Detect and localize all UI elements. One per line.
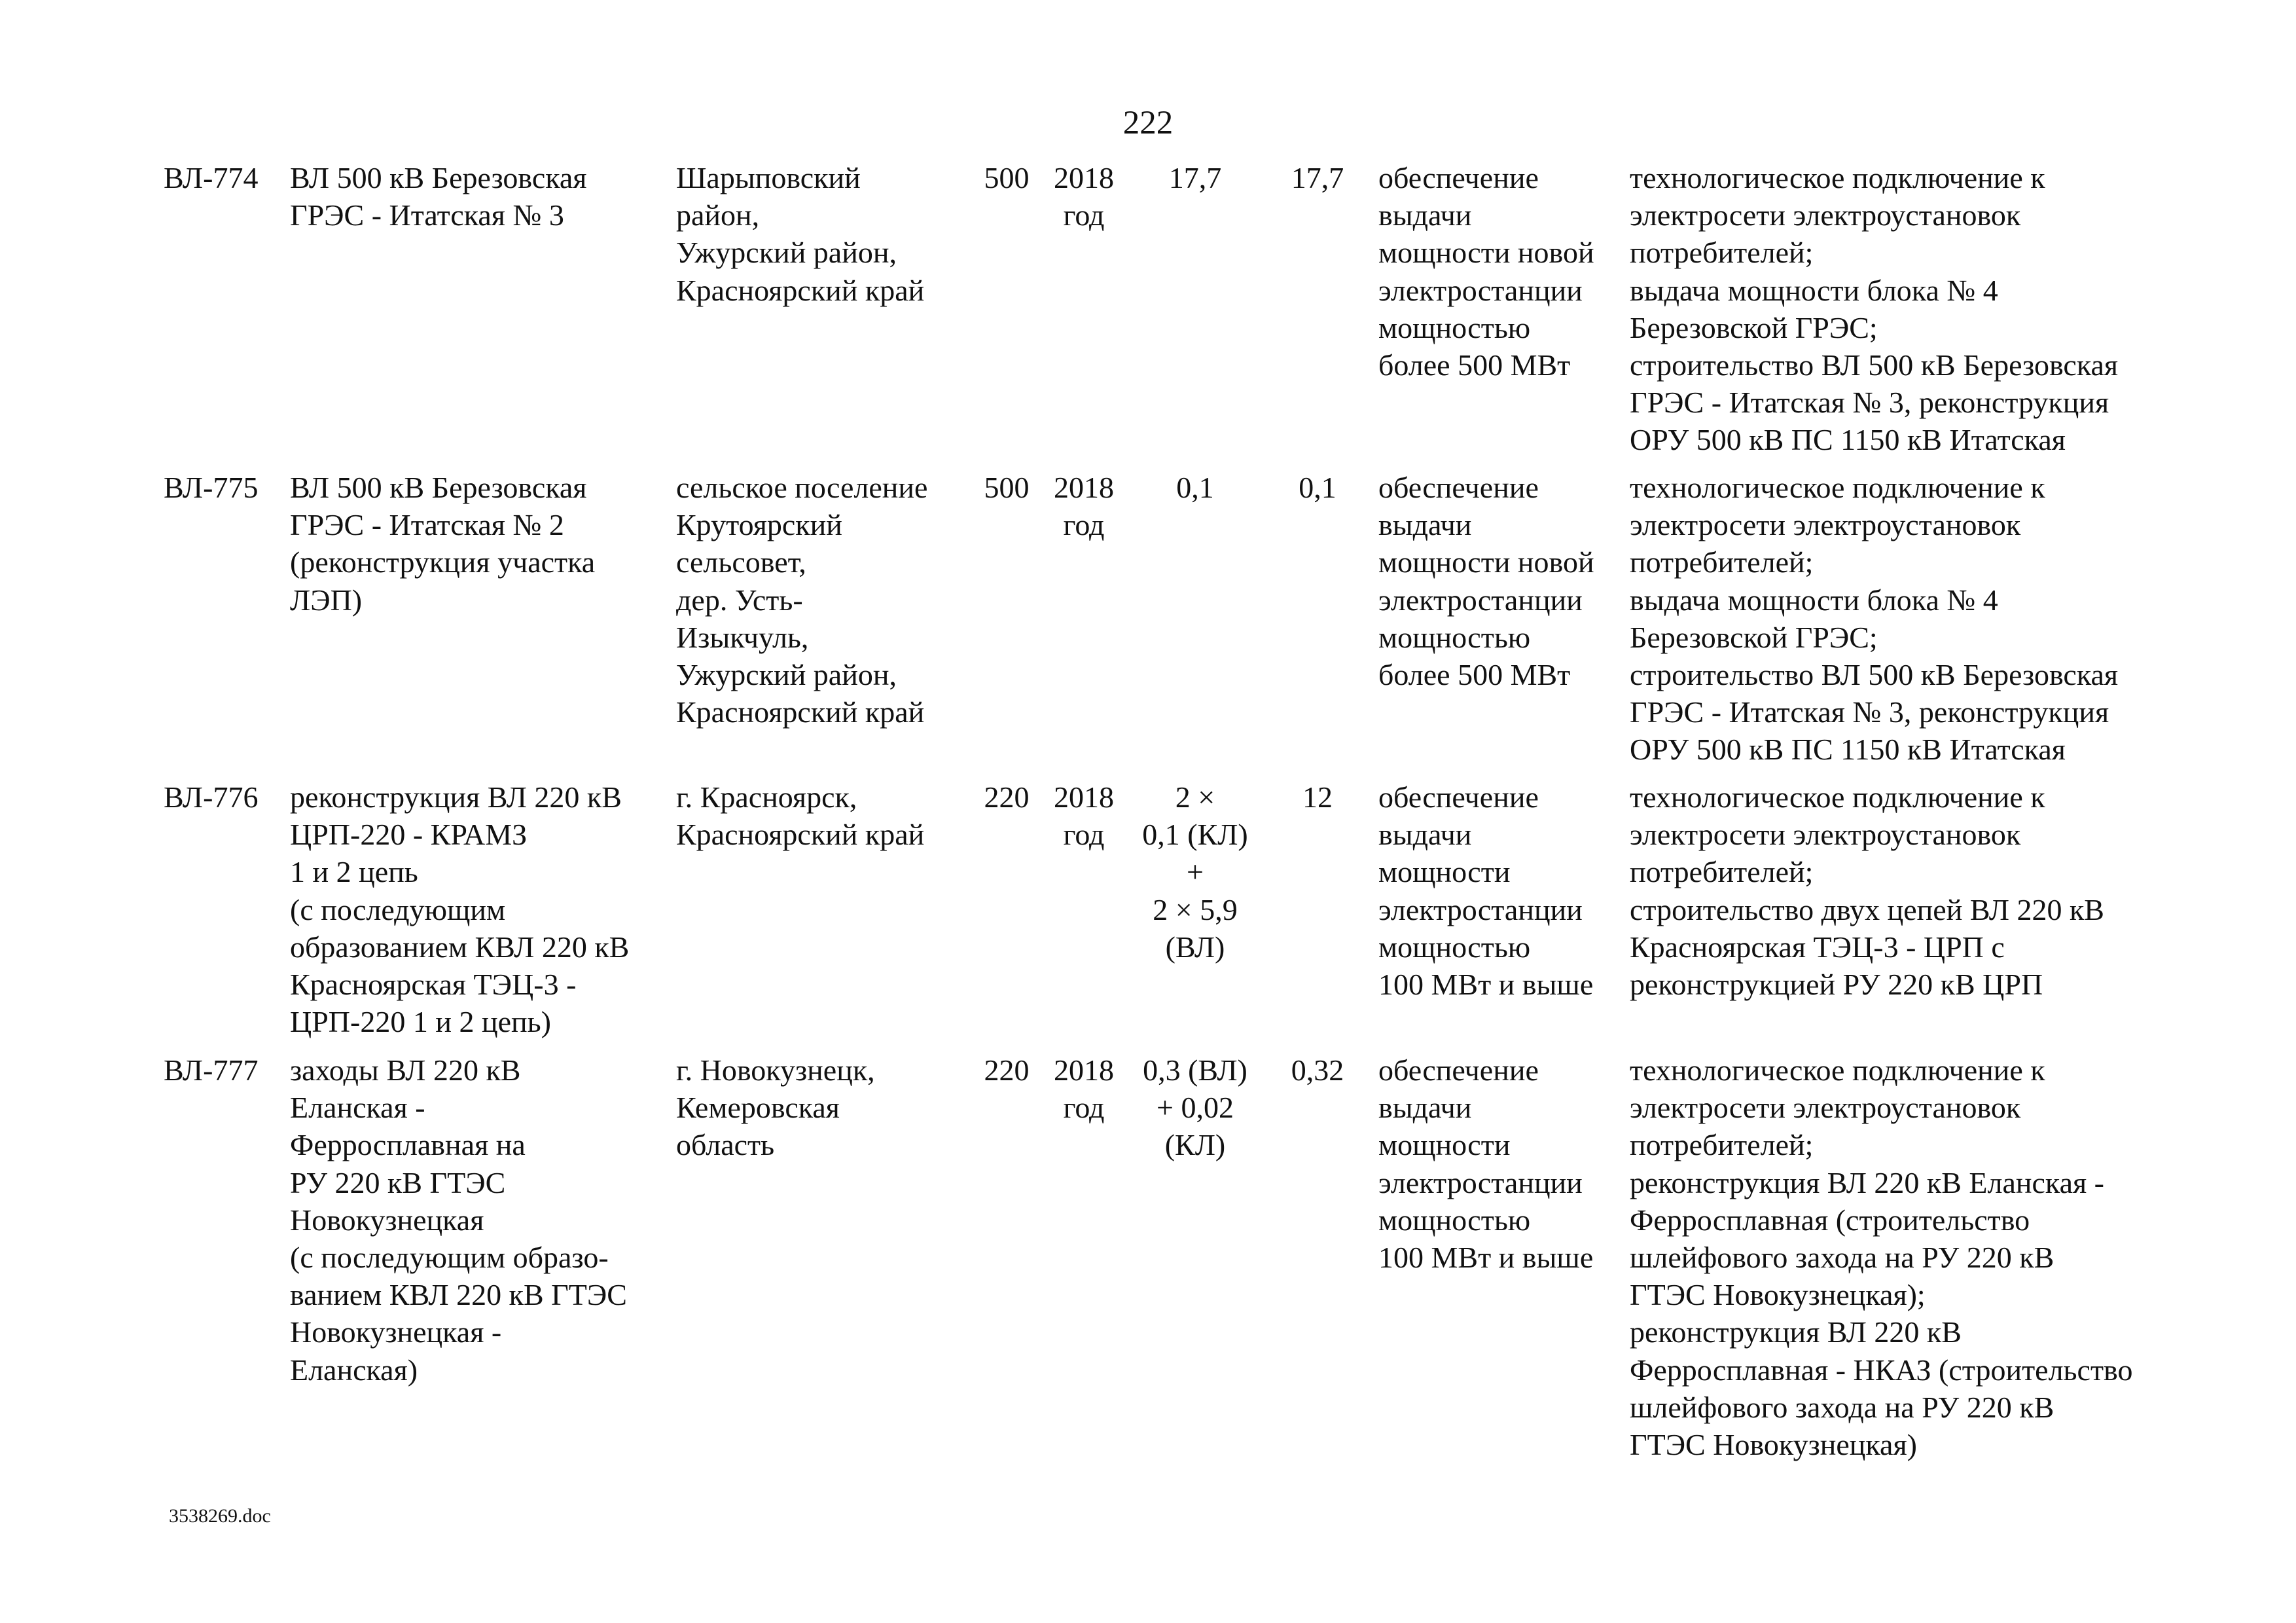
line-length: 0,3 (ВЛ) + 0,02 (КЛ) (1143, 1053, 1247, 1162)
line-purpose: обеспечение выдачи мощности электростанции мощностью 100 МВт и выше (1378, 1053, 1594, 1275)
line-year: 2018 год (1054, 161, 1114, 232)
line-voltage: 500 (984, 471, 1030, 504)
line-voltage: 220 (984, 780, 1030, 814)
line-code: ВЛ-774 (164, 161, 259, 194)
line-name: ВЛ 500 кВ Березовская ГРЭС - Итатская № 2 (реконструкция участка ЛЭП) (290, 471, 596, 617)
line-voltage: 500 (984, 161, 1030, 194)
line-year: 2018 год (1054, 780, 1114, 852)
line-length: 0,1 (1176, 471, 1214, 504)
line-code: ВЛ-777 (164, 1053, 259, 1087)
line-basis: технологическое подключение к электросети электроустановок потребителей; выдача мощности блока № 4 Березовской ГРЭС; строительство ВЛ 500 кВ Березовская ГРЭС - Итатская № 3, реконструкция ОРУ 500 кВ ПС 1150 кВ Итатская (1630, 161, 2119, 457)
line-year: 2018 год (1054, 471, 1114, 542)
line-length: 17,7 (1168, 161, 1222, 194)
page-number: 222 (1122, 105, 1174, 141)
line-length-total: 0,1 (1299, 471, 1336, 504)
line-purpose: обеспечение выдачи мощности электростанции мощностью 100 МВт и выше (1378, 780, 1594, 1002)
line-basis: технологическое подключение к электросети электроустановок потребителей; реконструкция ВЛ 220 кВ Еланская - Ферросплавная (строительство шлейфового захода на РУ 220 кВ ГТЭС Новокузнецкая); реконструкция ВЛ 220 кВ Ферросплавная - НКАЗ (строительство шлейфового захода на РУ 220 кВ ГТЭС Новокузнецкая) (1630, 1053, 2133, 1462)
line-length-total: 12 (1302, 780, 1333, 814)
line-name: ВЛ 500 кВ Березовская ГРЭС - Итатская № 3 (290, 161, 587, 232)
line-location: сельское поселение Крутоярский сельсовет, дер. Усть- Изыкчуль, Ужурский район, Красноярский край (676, 471, 928, 729)
line-length: 2 × 0,1 (КЛ) + 2 × 5,9 (ВЛ) (1142, 780, 1248, 964)
line-length-total: 0,32 (1291, 1053, 1344, 1087)
line-length-total: 17,7 (1291, 161, 1344, 194)
document-filename: 3538269.doc (169, 1505, 271, 1527)
line-basis: технологическое подключение к электросети электроустановок потребителей; выдача мощности блока № 4 Березовской ГРЭС; строительство ВЛ 500 кВ Березовская ГРЭС - Итатская № 3, реконструкция ОРУ 500 кВ ПС 1150 кВ Итатская (1630, 471, 2119, 767)
line-code: ВЛ-775 (164, 471, 259, 504)
line-name: реконструкция ВЛ 220 кВ ЦРП-220 - КРАМЗ 1 и 2 цепь (с последующим образованием КВЛ 220 кВ Красноярская ТЭЦ-3 - ЦРП-220 1 и 2 цепь) (290, 780, 630, 1039)
line-voltage: 220 (984, 1053, 1030, 1087)
line-basis: технологическое подключение к электросети электроустановок потребителей; строительство двух цепей ВЛ 220 кВ Красноярская ТЭЦ-3 - ЦРП с реконструкцией РУ 220 кВ ЦРП (1630, 780, 2104, 1002)
line-code: ВЛ-776 (164, 780, 259, 814)
line-year: 2018 год (1054, 1053, 1114, 1125)
line-name: заходы ВЛ 220 кВ Еланская - Ферросплавная на РУ 220 кВ ГТЭС Новокузнецкая (с последующим образо- ванием КВЛ 220 кВ ГТЭС Новокузнецкая - Еланская) (290, 1053, 627, 1387)
line-location: Шарыповский район, Ужурский район, Красноярский край (676, 161, 925, 307)
line-location: г. Новокузнецк, Кемеровская область (676, 1053, 875, 1162)
line-purpose: обеспечение выдачи мощности новой электростанции мощностью более 500 МВт (1378, 471, 1594, 692)
line-purpose: обеспечение выдачи мощности новой электростанции мощностью более 500 МВт (1378, 161, 1594, 382)
line-location: г. Красноярск, Красноярский край (676, 780, 925, 852)
